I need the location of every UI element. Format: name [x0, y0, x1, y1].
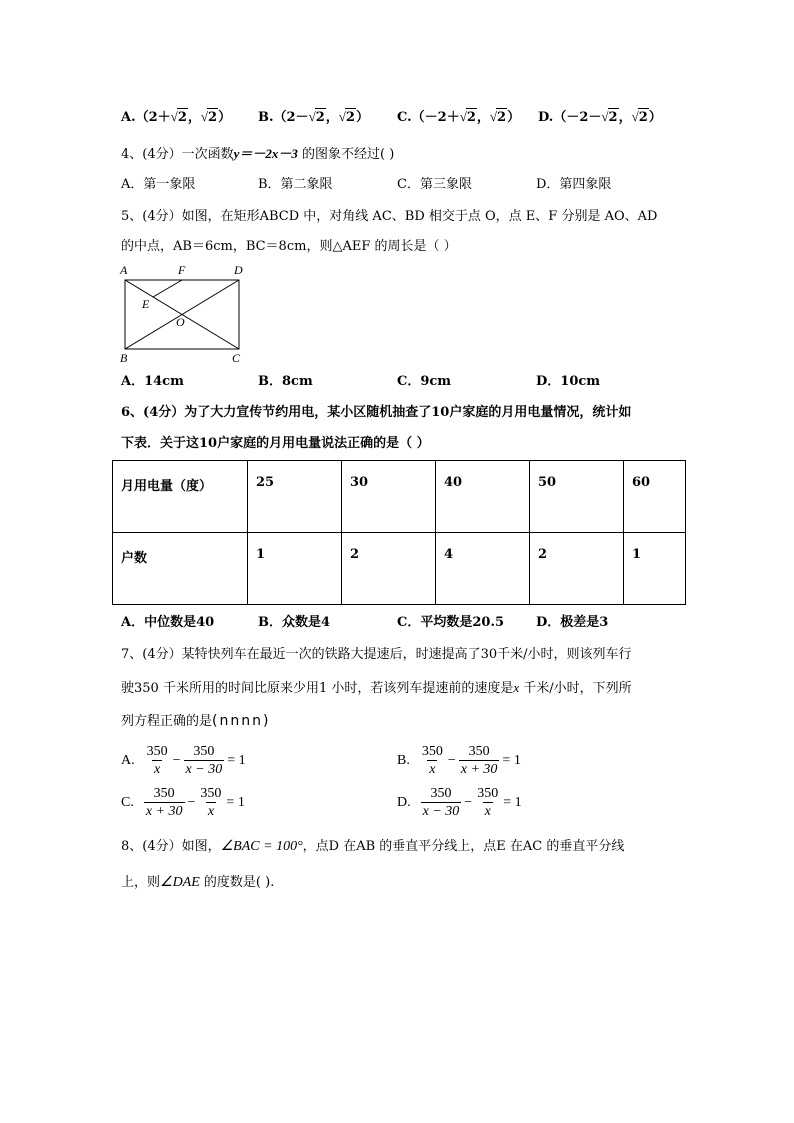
- q5-option-b: B．8cm: [258, 374, 313, 389]
- q6-option-c: C．平均数是20.5: [397, 615, 505, 630]
- sqrt-symbol: √: [338, 109, 346, 124]
- label-a: A: [120, 263, 128, 277]
- q5-option-c: C．9cm: [397, 374, 452, 389]
- q7-option-a: A. $\frac{350}{x}$ − $\frac{350}{x - 30}$ = 1: [121, 744, 246, 777]
- rectangle-figure: [115, 262, 255, 367]
- q8-stem-line1: 8、(4分）如图，∠BAC = 100°，点D 在AB 的垂直平分线上，点E 在AC 的垂直平分线: [121, 839, 625, 854]
- q5-option-a: A．14cm: [121, 374, 184, 389]
- q4-stem: 4、(4分）一次函数y＝－2x－3 的图象不经过( ): [121, 146, 395, 162]
- table-row: [113, 461, 686, 533]
- q5-option-d: D．10cm: [536, 374, 601, 389]
- sqrt-symbol: √: [459, 109, 467, 124]
- table-cell: 2: [342, 533, 436, 605]
- q4-option-c: C．第三象限: [397, 177, 472, 192]
- label-d: D: [234, 263, 243, 277]
- q6-option-a: A．中位数是40: [121, 615, 215, 630]
- label-b: B: [120, 351, 128, 365]
- sqrt-symbol: √: [200, 109, 209, 124]
- sqrt-symbol: √: [170, 109, 178, 124]
- table-cell: 1: [248, 533, 342, 605]
- table-row: [113, 533, 686, 605]
- table-cell: 户数: [113, 533, 248, 605]
- sqrt-symbol: √: [601, 109, 609, 124]
- label-o: O: [176, 315, 185, 329]
- q6-option-b: B．众数是4: [258, 615, 331, 630]
- q5-stem-line1: 5、(4分）如图，在矩形ABCD 中，对角线 AC、BD 相交于点 O，点 E、F 分别是 AO、AD: [121, 209, 658, 224]
- q7-stem-line3: 列方程正确的是(nnnn): [121, 713, 271, 729]
- label-e: E: [142, 297, 150, 311]
- q7-option-d: D. $\frac{350}{x - 30}$ − $\frac{350}{x}$ = 1: [397, 786, 522, 819]
- q6-stem-line2: 下表．关于这10户家庭的月用电量说法正确的是（ ）: [121, 436, 430, 451]
- table-cell: 40: [436, 461, 530, 533]
- sqrt-symbol: √: [308, 109, 316, 124]
- q5-stem-line2: 的中点，AB＝6cm，BC＝8cm，则△AEF 的周长是（ ）: [121, 239, 457, 254]
- q4-option-b: B．第二象限: [258, 177, 333, 192]
- sqrt-symbol: √: [489, 109, 498, 124]
- sqrt-symbol: √: [631, 109, 639, 124]
- q6-stem-line1: 6、(4分）为了大力宣传节约用电，某小区随机抽查了10户家庭的月用电量情况，统计如: [121, 405, 632, 420]
- label-c: C: [232, 351, 241, 365]
- q7-stem-line1: 7、(4分）某特快列车在最近一次的铁路大提速后，时速提高了30千米/小时，则该列车行: [121, 647, 632, 662]
- q3-option-c: C.（－2＋√2，√2）: [397, 109, 521, 125]
- q3-option-b: B.（2－√2，√2）: [258, 109, 369, 125]
- table-cell: 1: [624, 533, 686, 605]
- table-cell: 4: [436, 533, 530, 605]
- label-f: F: [178, 263, 186, 277]
- q3-option-d: D.（－2－√2，√2）: [538, 109, 662, 125]
- table-cell: 月用电量（度）: [113, 461, 248, 533]
- q7-option-b: B. $\frac{350}{x}$ − $\frac{350}{x + 30}$ = 1: [397, 744, 521, 777]
- q8-stem-line2: 上，则∠DAE 的度数是( ).: [121, 875, 275, 890]
- electricity-table: [112, 460, 686, 605]
- q4-option-a: A．第一象限: [121, 177, 196, 192]
- q7-stem-line2: 驶350 千米所用的时间比原来少用1 小时，若该列车提速前的速度是x 千米/小时，下列所: [121, 680, 632, 696]
- q3-option-a: A.（2＋√2，√2）: [121, 109, 232, 125]
- q4-option-d: D．第四象限: [536, 177, 612, 192]
- table-cell: 60: [624, 461, 686, 533]
- table-cell: 2: [530, 533, 624, 605]
- segment-ef: [153, 280, 182, 297]
- q6-option-d: D．极差是3: [536, 615, 609, 630]
- table-cell: 25: [248, 461, 342, 533]
- table-cell: 50: [530, 461, 624, 533]
- q7-option-c: C. $\frac{350}{x + 30}$ − $\frac{350}{x}$ = 1: [121, 786, 245, 819]
- table-cell: 30: [342, 461, 436, 533]
